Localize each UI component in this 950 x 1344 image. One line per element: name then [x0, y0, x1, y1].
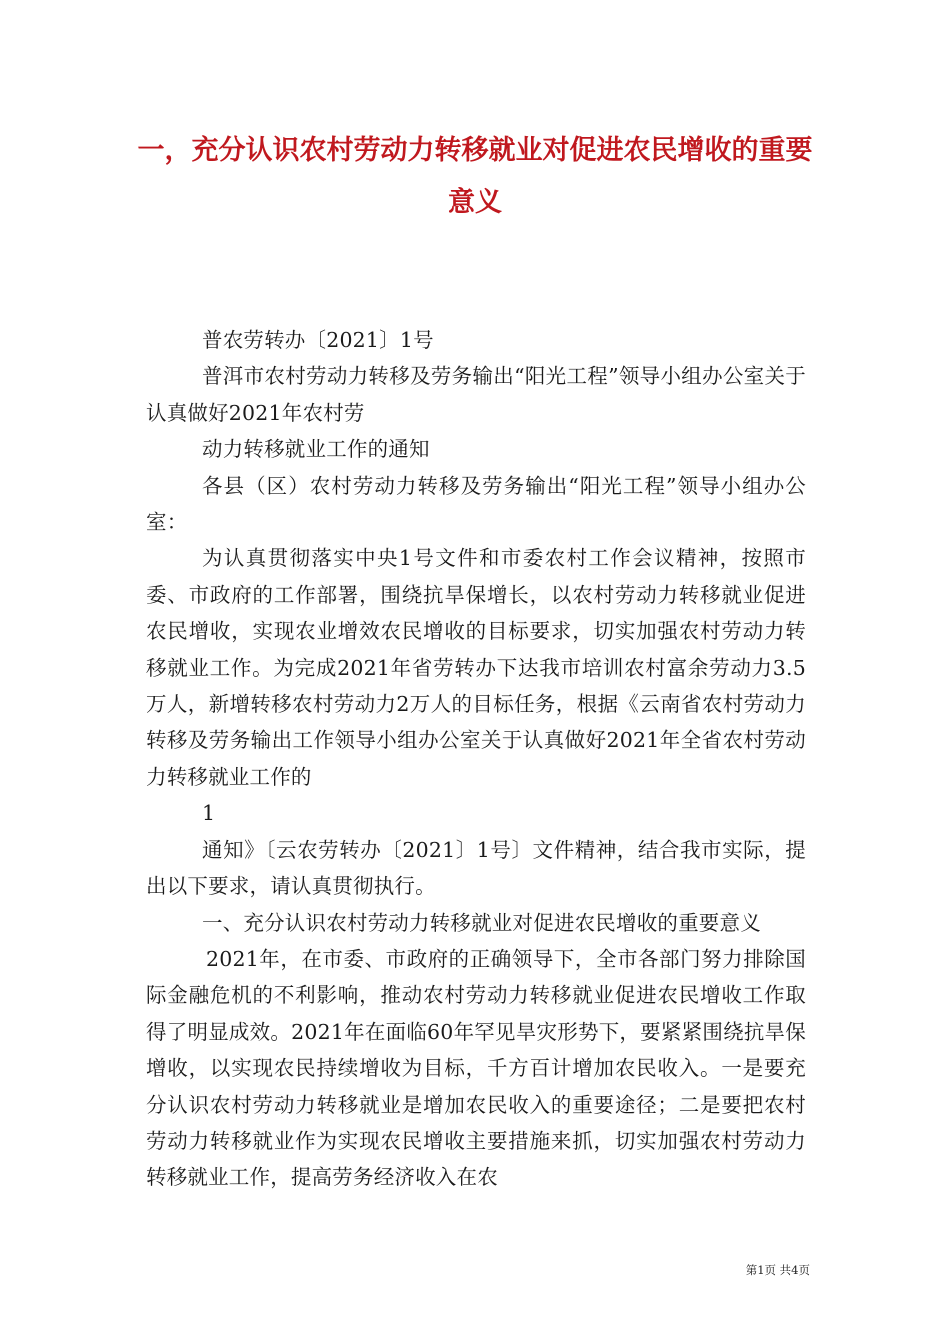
body-paragraph-intro: 为认真贯彻落实中央1号文件和市委农村工作会议精神，按照市委、市政府的工作部署，围绕抗旱保增长，以农村劳动力转移就业促进农民增收，实现农业增效农民增收的目标要求，切实加强农村劳动力转移就业工作。为完成2021年省劳转办下达我市培训农村富余劳动力3.5万人，新增转移农村劳动力2万人的目标任务，根据《云南省农村劳动力转移及劳务输出工作领导小组办公室关于认真做好2021年全省农村劳动力转移就业工作的: [146, 546, 806, 789]
recipient-line: 各县（区）农村劳动力转移及劳务输出“阳光工程”领导小组办公室：: [146, 473, 806, 535]
inline-page-number: 1: [202, 801, 216, 826]
document-number: 普农劳转办〔2021〕1号: [202, 328, 434, 352]
notice-heading-part-1: 普洱市农村劳动力转移及劳务输出“阳光工程”领导小组办公室关于认真做好2021年农村劳: [146, 364, 806, 425]
body-paragraph-section-1: 2021年，在市委、市政府的正确领导下，全市各部门努力排除国际金融危机的不利影响，推动农村劳动力转移就业促进农民增收工作取得了明显成效。2021年在面临60年罕见旱灾形势下，要紧紧围绕抗旱保增收，以实现农民持续增收为目标，千方百计增加农民收入。一是要充分认识农村劳动力转移就业是增加农民收入的重要途径；二是要把农村劳动力转移就业作为实现农民增收主要措施来抓，切实加强农村劳动力转移就业工作，提高劳务经济收入在农: [146, 946, 806, 1190]
document-title-line-2: 意义: [448, 187, 502, 218]
section-heading-1: 一、充分认识农村劳动力转移就业对促进农民增收的重要意义: [202, 910, 761, 935]
body-paragraph-continuation: 通知》〔云农劳转办〔2021〕1号〕文件精神，结合我市实际，提出以下要求，请认真贯彻执行。: [146, 837, 806, 899]
document-body: [146, 322, 806, 1196]
notice-heading-part-2: 动力转移就业工作的通知: [202, 437, 430, 462]
document-title-line-1: 一，充分认识农村劳动力转移就业对促进农民增收的重要: [137, 135, 813, 166]
page-footer: 第1页 共4页: [745, 1263, 810, 1277]
